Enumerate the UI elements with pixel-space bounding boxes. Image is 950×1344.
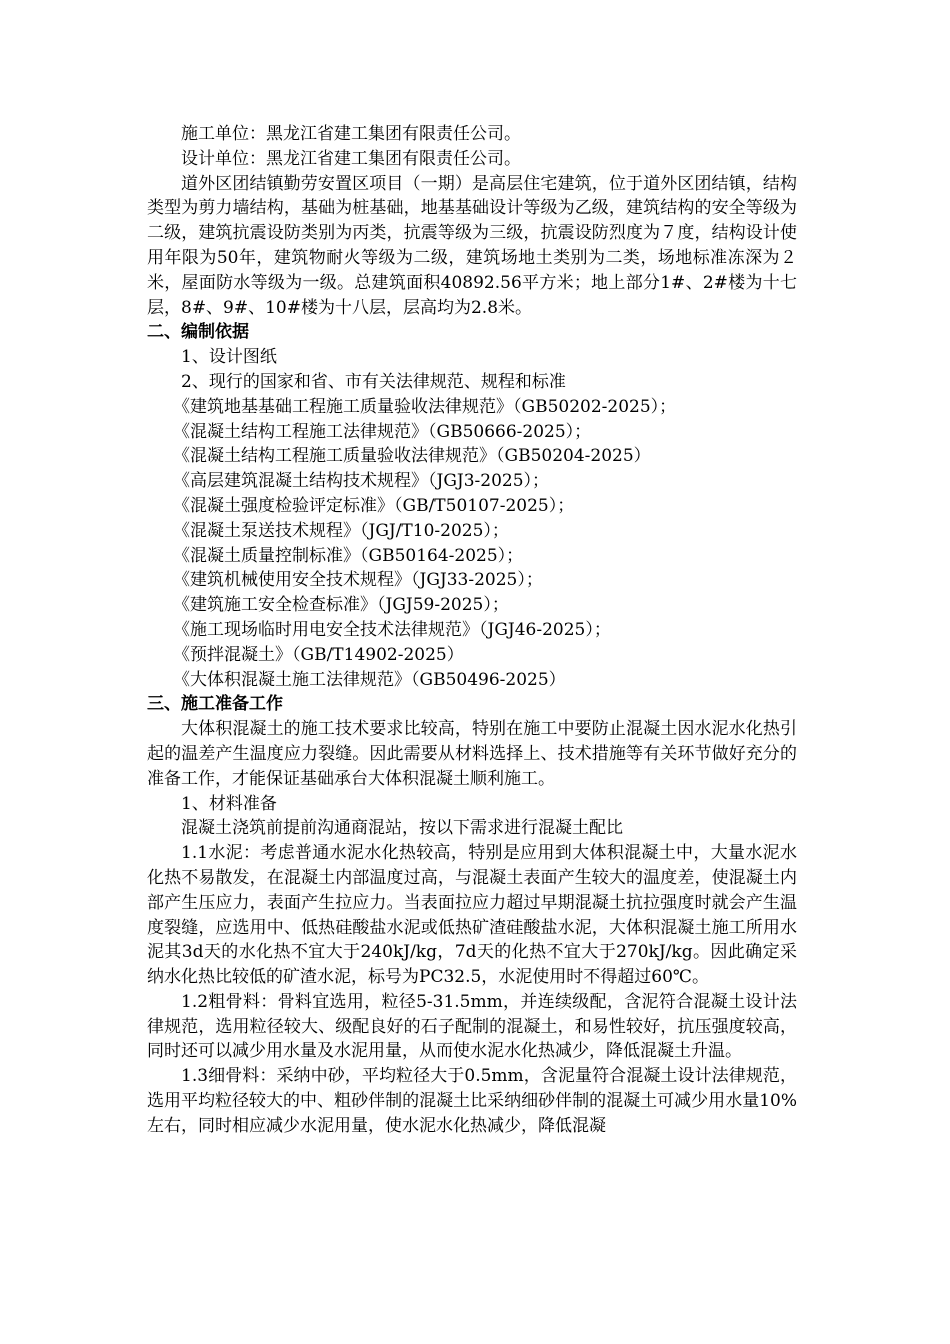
standard-reference: 《混凝土结构工程施工质量验收法律规范》（GB50204-2025） — [173, 446, 651, 467]
standard-reference: 《混凝土质量控制标准》（GB50164-2025）； — [173, 545, 524, 566]
coarse-aggregate-paragraph: 1.2粗骨料：骨料宜选用，粒径5-31.5mm，并连续级配，含泥符合混凝土设计法律规范，选用粒径较大、级配良好的石子配制的混凝土，和易性较好，抗压强度较高，同时还可以减少用水量及水泥用量，从而使水泥水化热减少，降低混凝土升温。 — [147, 991, 797, 1062]
standard-reference: 《混凝土结构工程施工法律规范》（GB50666-2025）； — [173, 421, 592, 442]
standard-reference: 《大体积混凝土施工法律规范》（GB50496-2025） — [173, 669, 566, 690]
standard-reference: 《建筑地基基础工程施工质量验收法律规范》（GB50202-2025）； — [173, 396, 677, 417]
cement-paragraph: 1.1水泥：考虑普通水泥水化热较高，特别是应用到大体积混凝土中，大量水泥水化热不易散发，在混凝土内部温度过高，与混凝土表面产生较大的温度差，使混凝土内部产生压应力，表面产生拉应力。当表面拉应力超过早期混凝土抗拉强度时就会产生温度裂缝，应选用中、低热硅酸盐水泥或低热矿渣硅酸盐水泥，大体积混凝土施工所用水泥其3d天的水化热不宜大于240kJ/kg，7d天的化热不宜大于270kJ/kg。因此确定采纳水化热比较低的矿渣水泥，标号为PC32.5，水泥使用时不得超过60℃。 — [147, 843, 797, 988]
section-heading-basis: 二、编制依据 — [147, 322, 249, 343]
basis-item: 1、设计图纸 — [181, 347, 277, 368]
preparation-intro-paragraph: 大体积混凝土的施工技术要求比较高，特别在施工中要防止混凝土因水泥水化热引起的温差产生温度应力裂缝。因此需要从材料选择上、技术措施等有关环节做好充分的准备工作，才能保证基础承台大体积混凝土顺利施工。 — [147, 719, 797, 789]
standard-reference: 《混凝土泵送技术规程》（JGJ/T10-2025）； — [173, 520, 509, 541]
mix-requirement-line: 混凝土浇筑前提前沟通商混站，按以下需求进行混凝土配比 — [181, 818, 623, 839]
design-unit-line: 设计单位：黑龙江省建工集团有限责任公司。 — [181, 148, 521, 169]
standard-reference: 《建筑施工安全检查标准》（JGJ59-2025）； — [173, 595, 509, 616]
project-overview-paragraph: 道外区团结镇勤劳安置区项目（一期）是高层住宅建筑，位于道外区团结镇，结构类型为剪力墙结构，基础为桩基础，地基基础设计等级为乙级，建筑结构的安全等级为二级，建筑抗震设防类别为丙类，抗震等级为三级，抗震设防烈度为７度，结构设计使用年限为50年，建筑物耐火等级为二级，建筑场地土类别为二类，场地标准冻深为２米，屋面防水等级为一级。总建筑面积40892.56平方米；地上部分1#、2#楼为十七层，8#、9#、10#楼为十八层，层高均为2.8米。 — [147, 173, 797, 318]
construction-unit-line: 施工单位：黑龙江省建工集团有限责任公司。 — [181, 124, 521, 144]
standard-reference: 《高层建筑混凝土结构技术规程》（JGJ3-2025）； — [173, 471, 550, 492]
section-heading-preparation: 三、施工准备工作 — [147, 694, 283, 715]
fine-aggregate-paragraph: 1.3细骨料：采纳中砂，平均粒径大于0.5mm，含泥量符合混凝土设计法律规范，选用平均粒径较大的中、粗砂伴制的混凝土比采纳细砂伴制的混凝土可减少用水量10%左右，同时相应减少水泥用量，使水泥水化热减少，降低混凝 — [147, 1066, 797, 1136]
basis-item: 2、现行的国家和省、市有关法律规范、规程和标准 — [181, 371, 566, 392]
standard-reference: 《建筑机械使用安全技术规程》（JGJ33-2025）； — [173, 570, 543, 591]
standard-reference: 《预拌混凝土》（GB/T14902-2025） — [173, 644, 464, 665]
standard-reference: 《施工现场临时用电安全技术法律规范》（JGJ46-2025）； — [173, 619, 611, 640]
material-preparation-heading: 1、材料准备 — [181, 793, 277, 814]
document-page — [147, 122, 797, 1139]
standard-reference: 《混凝土强度检验评定标准》（GB/T50107-2025）； — [173, 495, 575, 516]
